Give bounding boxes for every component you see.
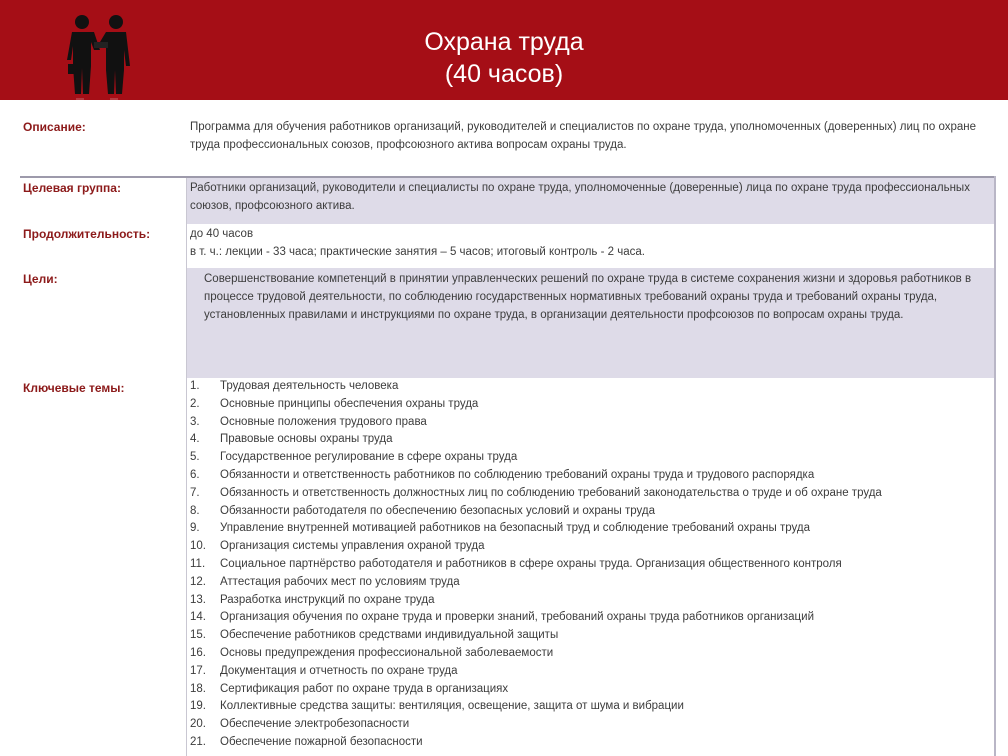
list-item-text: Обязанности и ответственность работников по соблюдению требований охраны труда и трудового распорядка xyxy=(220,468,815,481)
list-item-text: Обеспечение работников средствами индивидуальной защиты xyxy=(220,629,559,642)
list-item xyxy=(190,414,996,432)
list-item-text: Сертификация работ по охране труда в организациях xyxy=(220,682,509,695)
list-item-text: Организация обучения по охране труда и проверки знаний, требований охраны труда работников организаций xyxy=(220,611,814,624)
list-item-text: Обязанности работодателя по обеспечению безопасных условий и охраны труда xyxy=(220,504,655,517)
list-item xyxy=(190,574,996,592)
list-item-number: 16. xyxy=(190,646,206,659)
list-item-text: Организация системы управления охраной труда xyxy=(220,540,485,553)
list-item xyxy=(190,449,996,467)
list-item xyxy=(190,734,996,752)
list-item xyxy=(190,431,996,449)
key-topics-cell xyxy=(186,378,996,752)
list-item-number: 20. xyxy=(190,718,206,731)
list-item-number: 11. xyxy=(190,557,206,570)
list-item-number: 8. xyxy=(190,504,200,517)
list-item-number: 4. xyxy=(190,433,200,446)
row-description xyxy=(0,118,1008,168)
title-line-2: (40 часов) xyxy=(444,60,564,88)
list-item-number: 1. xyxy=(190,380,200,392)
list-item-number: 15. xyxy=(190,629,206,642)
duration-cell xyxy=(186,224,996,261)
table-left-border xyxy=(186,178,187,756)
list-item-number: 21. xyxy=(190,735,206,748)
goals-text: Совершенствование компетенций в принятии управленческих решений по охране труда в системе сохранения жизни и здоровья работников в процессе трудовой деятельности, по соблюдению государственных нормативных требований охраны труда и требований охраны труда, установленных правилами и инструкциями по охране труда, в организации деятельности профсоюзов по вопросам охраны труда. xyxy=(186,268,996,378)
target-group-text: Работники организаций, руководители и специалисты по охране труда, уполномоченные (доверенные) лица по охране труда профессиональных союзов, профсоюзного актива. xyxy=(186,178,996,224)
list-item xyxy=(190,592,996,610)
list-item-text: Основы предупреждения профессиональной заболеваемости xyxy=(220,646,554,659)
list-item-text: Правовые основы охраны труда xyxy=(220,433,393,446)
list-item-number: 17. xyxy=(190,664,206,677)
list-item-number: 7. xyxy=(190,486,200,499)
list-item xyxy=(190,698,996,716)
list-item-number: 19. xyxy=(190,700,206,713)
list-item-number: 13. xyxy=(190,593,206,606)
list-item-text: Обеспечение пожарной безопасности xyxy=(220,735,423,748)
description-text: Программа для обучения работников организаций, руководителей и специалистов по охране труда, уполномоченных (доверенных) лиц по охране труда профессиональных союзов, профсоюзного актива вопросам охраны труда. xyxy=(190,121,977,151)
list-item-number: 6. xyxy=(190,468,200,481)
target-group-label: Целевая группа: xyxy=(23,181,121,195)
list-item-number: 2. xyxy=(190,397,200,410)
row-goals xyxy=(0,268,1008,378)
list-item xyxy=(190,556,996,574)
list-item xyxy=(190,520,996,538)
list-item-number: 9. xyxy=(190,522,200,535)
list-item-text: Управление внутренней мотивацией работников на безопасный труд и соблюдение требований охраны труда xyxy=(220,522,810,535)
duration-breakdown: в т. ч.: лекции - 33 часа; практические занятия – 5 часов; итоговый контроль - 2 часа. xyxy=(190,246,645,258)
list-item-number: 12. xyxy=(190,575,206,588)
list-item-text: Аттестация рабочих мест по условиям труда xyxy=(220,575,460,588)
list-item-text: Разработка инструкций по охране труда xyxy=(220,593,435,606)
list-item xyxy=(190,627,996,645)
list-item xyxy=(190,503,996,521)
header-banner xyxy=(0,0,1008,100)
list-item xyxy=(190,396,996,414)
list-item xyxy=(190,538,996,556)
list-item-text: Трудовая деятельность человека xyxy=(220,380,399,392)
table-right-border xyxy=(994,176,996,756)
list-item-number: 18. xyxy=(190,682,206,695)
list-item-number: 5. xyxy=(190,451,200,464)
duration-label: Продолжительность: xyxy=(23,227,151,241)
list-item-text: Обеспечение электробезопасности xyxy=(220,718,410,731)
list-item-text: Коллективные средства защиты: вентиляция, освещение, защита от шума и вибрации xyxy=(220,700,684,713)
duration-total: до 40 часов xyxy=(190,228,254,240)
list-item xyxy=(190,609,996,627)
list-item-text: Основные принципы обеспечения охраны труда xyxy=(220,397,479,410)
list-item-text: Государственное регулирование в сфере охраны труда xyxy=(220,451,518,464)
row-duration xyxy=(0,224,1008,268)
list-item-text: Документация и отчетность по охране труда xyxy=(220,664,458,677)
list-item xyxy=(190,378,996,396)
list-item xyxy=(190,485,996,503)
list-item-text: Основные положения трудового права xyxy=(220,415,427,428)
list-item xyxy=(190,645,996,663)
row-target-group xyxy=(0,178,1008,224)
list-item-text: Обязанность и ответственность должностных лиц по соблюдению требований законодательства о труде и об охране труда xyxy=(220,486,882,499)
list-item xyxy=(190,663,996,681)
list-item-number: 3. xyxy=(190,415,200,428)
page-title xyxy=(0,26,1008,90)
key-topics-list xyxy=(190,378,996,752)
goals-label: Цели: xyxy=(23,272,58,286)
list-item-number: 10. xyxy=(190,540,206,553)
list-item-number: 14. xyxy=(190,611,206,624)
description-label: Описание: xyxy=(23,120,86,134)
list-item-text: Социальное партнёрство работодателя и работников в сфере охраны труда. Организация общественного контроля xyxy=(220,557,842,570)
list-item xyxy=(190,681,996,699)
title-line-1: Охрана труда xyxy=(424,28,584,56)
list-item xyxy=(190,467,996,485)
key-topics-label: Ключевые темы: xyxy=(23,381,125,395)
row-key-topics xyxy=(0,378,1008,756)
list-item xyxy=(190,716,996,734)
